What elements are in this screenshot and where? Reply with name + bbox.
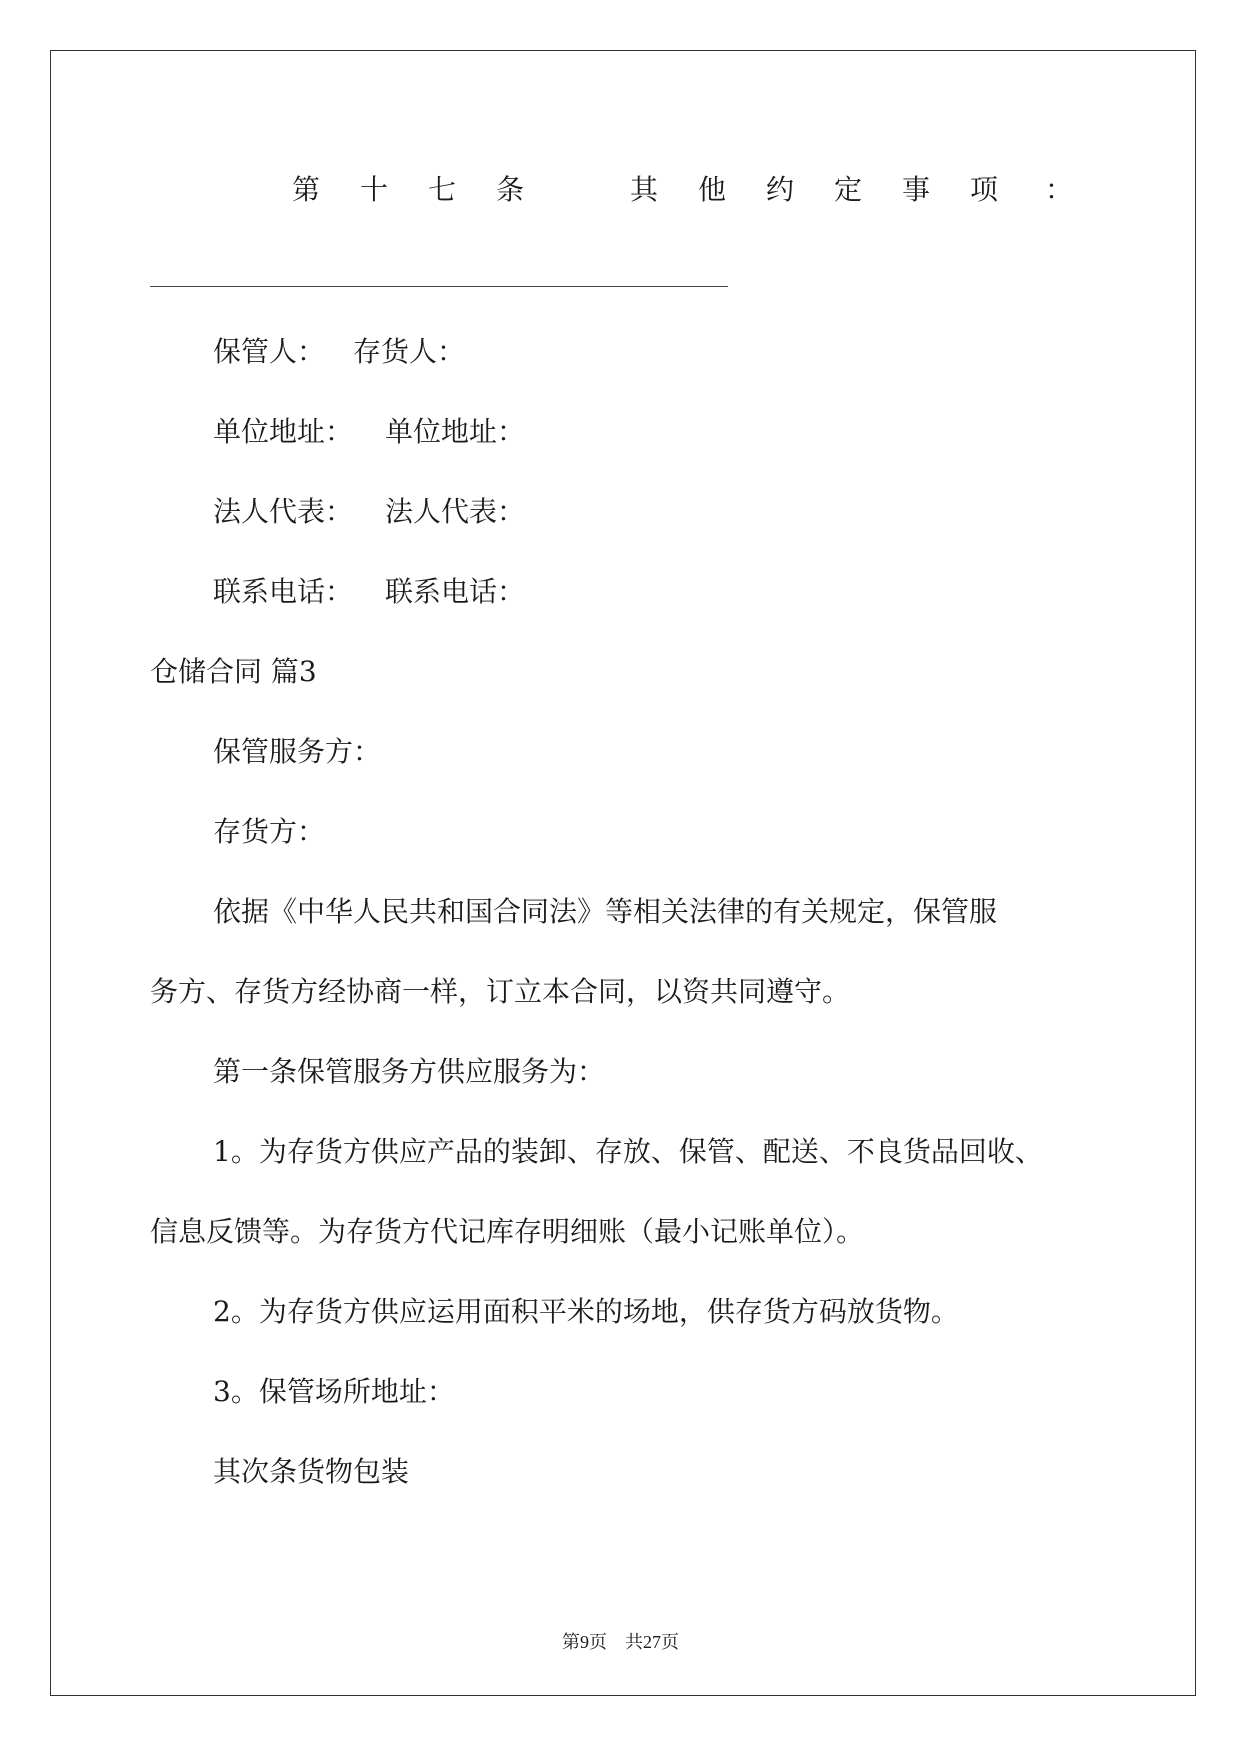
article-17-colon: ： [1045,173,1074,206]
service-party-label: 保管服务方： [213,735,382,768]
depositor-party-label: 存货方： [213,815,326,848]
preamble-line-2: 务方、存货方经协商一样，订立本合同，以资共同遵守。 [150,975,851,1008]
depositor-label: 存货人： [353,335,466,368]
address-label-b: 单位地址： [385,415,526,448]
phone-label-b: 联系电话： [385,575,526,608]
article-1-title: 第一条保管服务方供应服务为： [213,1055,606,1088]
section-heading: 仓储合同 篇3 [150,655,317,688]
address-label-a: 单位地址： [213,415,354,448]
article-17-number: 第十七条 [292,173,565,206]
page-border [50,50,1196,1696]
item-1-line-2: 信息反馈等。为存货方代记库存明细账（最小记账单位）。 [150,1215,865,1248]
rep-label-b: 法人代表： [385,495,526,528]
keeper-label: 保管人： [213,335,326,368]
article-17-title: 其他约定事项 [630,173,1039,206]
preamble-line-1: 依据《中华人民共和国合同法》等相关法律的有关规定，保管服 [213,895,998,928]
item-3: 3。保管场所地址： [213,1375,455,1408]
item-2: 2。为存货方供应运用面积平米的场地，供存货方码放货物。 [213,1295,959,1328]
page-number: 第9页 共27页 [562,1632,679,1652]
item-1-line-1: 1。为存货方供应产品的装卸、存放、保管、配送、不良货品回收、 [213,1135,1043,1168]
article-2-title: 其次条货物包装 [213,1455,410,1488]
fill-in-blank-line [150,286,728,287]
phone-label-a: 联系电话： [213,575,354,608]
rep-label-a: 法人代表： [213,495,354,528]
